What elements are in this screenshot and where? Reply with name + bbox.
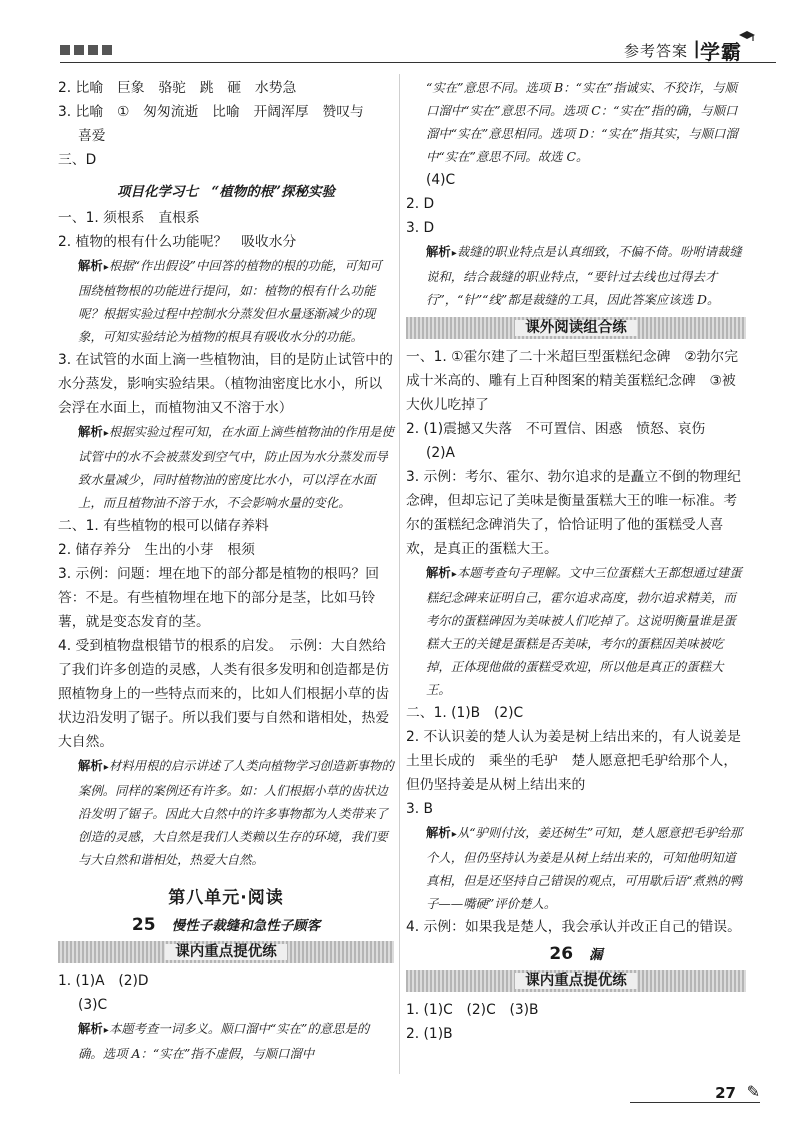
header-square-icon xyxy=(102,45,112,55)
answer-line: (4)C xyxy=(426,172,456,188)
explanation xyxy=(58,254,394,348)
pencil-icon: ✎ xyxy=(746,1082,760,1101)
section-title: 项目化学习七 “植物的根”探秘实验 xyxy=(116,184,336,200)
unit-title: 第八单元·阅读 xyxy=(168,888,284,908)
answer-line: (2)A xyxy=(426,445,455,461)
answer-line: 2. D xyxy=(406,196,435,212)
answer-line: 3. 示例：问题：埋在地下的部分都是植物的根吗？回答：不是。有些植物埋在地下的部分是茎，比如马铃薯，就是变态发育的茎。 xyxy=(58,566,380,630)
section-band xyxy=(406,970,746,992)
explanation xyxy=(58,1017,394,1065)
lesson-title xyxy=(406,943,746,964)
band-label: 课内重点提优练 xyxy=(515,973,637,989)
explanation-text: 根据实验过程可知，在水面上滴些植物油的作用是使试管中的水不会被蒸发到空气中，防止因为水分蒸发而导致水量减少，同时植物油的密度比水小，可以浮在水面上，而且植物油不溶于水，不会影响水量的变化。 xyxy=(78,424,394,510)
explanation-tag: 解析 ▸ xyxy=(426,825,457,840)
answer-line: 二、1. (1)B (2)C xyxy=(406,705,524,721)
explanation-text: 从“驴则付汝，姜还树生”可知，楚人愿意把毛驴给那个人，但仍坚持认为姜是从树上结出来的，可知他明知道真相，但是还坚持自己错误的观点，可用歇后语“煮熟的鸭子——嘴硬”评价楚人。 xyxy=(426,825,743,911)
column-divider xyxy=(399,74,400,1074)
explanation-tag: 解析 ▸ xyxy=(78,1021,109,1036)
explanation-text: 裁缝的职业特点是认真细致，不偏不倚。吩咐请裁缝说和，结合裁缝的职业特点，“要针过去线也过得去才行”，“针”“线”都是裁缝的工具，因此答案应该选 D。 xyxy=(426,244,742,307)
page-header xyxy=(0,0,800,68)
page-number: 27 xyxy=(715,1084,736,1102)
band-label: 课外阅读组合练 xyxy=(515,320,637,336)
answer-line: 一、1. ①霍尔建了二十米超巨型蛋糕纪念碑 ②勃尔完成十米高的、雕有上百种图案的精美蛋糕纪念碑 ③被大伙儿吃掉了 xyxy=(406,349,739,413)
band-label: 课内重点提优练 xyxy=(165,944,287,960)
answer-line: 2. 储存养分 生出的小芽 根须 xyxy=(58,542,255,558)
lesson-number: 25 xyxy=(131,915,156,935)
lesson-number: 26 xyxy=(549,944,574,964)
explanation-tag: 解析 ▸ xyxy=(78,758,109,773)
explanation-tag: 解析 ▸ xyxy=(426,565,457,580)
explanation xyxy=(406,76,746,168)
answer-line: 2. 不认识姜的楚人认为姜是树上结出来的，有人说姜是土里长成的 乘坐的毛驴 楚人愿意把毛驴给那个人，但仍坚持姜是从树上结出来的 xyxy=(406,729,741,793)
graduation-cap-icon xyxy=(738,30,756,42)
answer-line: 2. 比喻 巨象 骆驼 跳 砸 水势急 xyxy=(58,80,297,96)
answer-line: 3. B xyxy=(406,801,434,817)
answer-line: 2. 植物的根有什么功能呢？ 吸收水分 xyxy=(58,234,297,250)
answer-line: 3. D xyxy=(406,220,435,236)
answer-line: 2. (1)震撼又失落 不可置信、困惑 愤怒、哀伤 xyxy=(406,421,706,437)
explanation-text: 本题考查一词多义。顺口溜中“实在”的意思是的确。选项 A：“实在”指不虚假，与顺口溜中 xyxy=(78,1021,370,1061)
explanation xyxy=(58,754,394,871)
explanation xyxy=(406,240,746,311)
answer-line: 3. 在试管的水面上滴一些植物油，目的是防止试管中的水分蒸发，影响实验结果。（植物油密度比水小，所以会浮在水面上，而植物油又不溶于水） xyxy=(58,352,393,416)
answer-line: 2. (1)B xyxy=(406,1026,453,1042)
answer-line: 4. 受到植物盘根错节的根系的启发。 示例：大自然给了我们许多创造的灵感，人类有很多发明和创造都是仿照植物身上的一些特点而来的，比如人们根据小草的齿状边沿发明了锯子。所以我们要与自然和谐相处，热爱大自然。 xyxy=(58,638,390,750)
explanation xyxy=(406,561,746,701)
answer-line: 3. 示例：考尔、霍尔、勃尔追求的是矗立不倒的物理纪念碑，但却忘记了美味是衡量蛋糕大王的唯一标准。考尔的蛋糕纪念碑消失了，恰恰证明了他的蛋糕受人喜欢，是真正的蛋糕大王。 xyxy=(406,469,741,557)
answer-line: 1. (1)C (2)C (3)B xyxy=(406,1002,539,1018)
footer-rule xyxy=(630,1102,760,1103)
header-square-icon xyxy=(74,45,84,55)
explanation-tag: 解析 ▸ xyxy=(426,244,457,259)
header-square-icon xyxy=(88,45,98,55)
section-band xyxy=(406,317,746,339)
header-brand: 学霸 xyxy=(700,40,742,64)
right-column xyxy=(406,76,746,1046)
left-column xyxy=(58,76,394,1065)
explanation xyxy=(58,420,394,514)
lesson-name: 慢性子裁缝和急性子顾客 xyxy=(171,918,321,934)
explanation-text: 材料用根的启示讲述了人类向植物学习创造新事物的案例。同样的案例还有许多。如：人们根据小草的齿状边沿发明了锯子。因此大自然中的许多事物都为人类带来了创造的灵感，大自然是我们人类赖以生存的环境，我们要与大自然和谐相处，热爱大自然。 xyxy=(78,758,394,867)
header-answers-label: 参考答案 xyxy=(623,42,688,60)
lesson-name: 漏 xyxy=(589,947,603,963)
explanation xyxy=(406,821,746,915)
header-square-icon xyxy=(60,45,70,55)
explanation-text: “实在”意思不同。选项 B：“实在”指诚实、不狡诈，与顺口溜中“实在”意思不同。选项 C：“实在”指的确，与顺口溜中“实在”意思相同。选项 D：“实在”指其实，与顺口溜中“实在”意思不同。故选 C。 xyxy=(426,80,738,164)
answer-line: 4. 示例：如果我是楚人，我会承认并改正自己的错误。 xyxy=(406,919,741,935)
explanation-text: 本题考查句子理解。文中三位蛋糕大王都想通过建蛋糕纪念碑来证明自己，霍尔追求高度，勃尔追求精美，而考尔的蛋糕碑因为美味被人们吃掉了。这说明衡量谁是蛋糕大王的关键是蛋糕是否美味，考尔的蛋糕因美味被吃掉，正体现他做的蛋糕受欢迎，所以他是真正的蛋糕大王。 xyxy=(426,565,742,697)
section-band xyxy=(58,941,394,963)
answer-line: 1. (1)A (2)D xyxy=(58,973,149,989)
header-rule xyxy=(60,62,776,63)
explanation-tag: 解析 ▸ xyxy=(78,424,109,439)
answer-line: 喜爱 xyxy=(78,128,106,144)
answer-line: 三、D xyxy=(58,152,97,168)
lesson-title xyxy=(58,914,394,935)
explanation-text: 根据“作出假设”中回答的植物的根的功能，可知可围绕植物根的功能进行提问，如：植物的根有什么功能呢？根据实验过程中控制水分蒸发但水量逐渐减少的现象，可知实验结论为植物的根具有吸收水分的功能。 xyxy=(78,258,382,344)
answer-line: 3. 比喻 ① 匆匆流逝 比喻 开阔浑厚 赞叹与 xyxy=(58,104,364,120)
header-separator: | xyxy=(693,38,700,59)
explanation-tag: 解析 ▸ xyxy=(78,258,109,273)
answer-line: 一、1. 须根系 直根系 xyxy=(58,210,200,226)
answer-line: (3)C xyxy=(78,997,108,1013)
answer-line: 二、1. 有些植物的根可以储存养料 xyxy=(58,518,269,534)
